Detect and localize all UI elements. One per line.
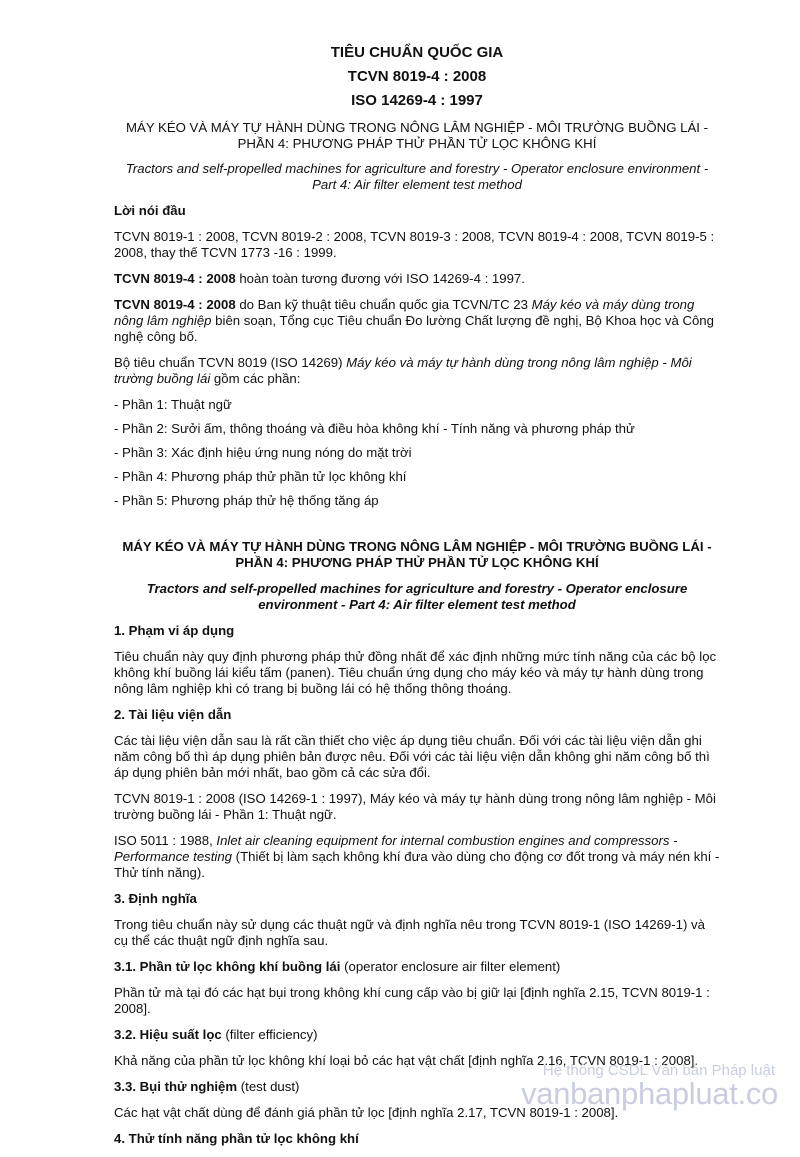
doc-code-iso: ISO 14269-4 : 1997 [351,92,483,109]
term-english: (test dust) [237,1079,300,1094]
foreword-paragraph-3 [114,297,720,345]
watermark-site-text: vanbanphapluat.co [521,1076,778,1111]
definition-3-1-term [114,959,720,975]
paragraph-text: ISO 5011 : 1988, [114,833,217,848]
document-page [114,44,720,1157]
reference-title: Inlet air cleaning equipment for internal combustion engines and compressors - Performance testing [114,833,678,864]
paragraph-text: Bộ tiêu chuẩn TCVN 8019 (ISO 14269) [114,355,347,370]
section-2-paragraph-2: TCVN 8019-1 : 2008 (ISO 14269-1 : 1997), Máy kéo và máy tự hành dùng trong nông lâm nghiệp - Môi trường buồng lái - Phần 1: Thuật ngữ. [114,791,716,822]
committee-name: Máy kéo và máy dùng trong nông lâm nghiệp [114,297,695,328]
definition-3-2-text: Khả năng của phần tử lọc không khí loại bỏ các hạt vật chất [định nghĩa 2.16, TCVN 8019-1 : 2008]. [114,1053,699,1068]
paragraph-text: do Ban kỹ thuật tiêu chuẩn quốc gia TCVN/TC 23 [235,297,532,312]
series-title: Máy kéo và máy tự hành dùng trong nông lâm nghiệp - Môi trường buồng lái [114,355,692,386]
definition-3-2-term [114,1027,720,1043]
section-4-heading: 4. Thử tính năng phần tử lọc không khí [114,1131,359,1146]
term-english: (filter efficiency) [221,1027,318,1042]
paragraph-text: biên soạn, Tổng cục Tiêu chuẩn Đo lường Chất lượng đề nghị, Bộ Khoa học và Công nghệ công bố. [114,313,714,344]
section-2-heading: 2. Tài liệu viện dẫn [114,707,232,722]
section-1-heading: 1. Phạm vi áp dụng [114,623,235,638]
term-name: 3.2. Hiệu suất lọc [114,1027,222,1042]
term-name: 3.3. Bụi thử nghiệm [114,1079,238,1094]
term-name: 3.1. Phần tử lọc không khí buồng lái [114,959,341,974]
foreword-heading: Lời nói đầu [114,203,186,218]
list-item: - Phần 1: Thuật ngữ [114,397,232,412]
watermark-system-text: Hệ thống CSDL Văn bản Pháp luật [542,1062,775,1079]
code-bold: TCVN 8019-4 : 2008 [114,297,236,312]
list-item: - Phần 2: Sưởi ấm, thông thoáng và điều hòa không khí - Tính năng và phương pháp thử [114,421,635,436]
doc-heading-national-standard: TIÊU CHUẨN QUỐC GIA [330,44,504,61]
doc-title-vn: MÁY KÉO VÀ MÁY TỰ HÀNH DÙNG TRONG NÔNG LÂM NGHIỆP - MÔI TRƯỜNG BUỒNG LÁI - PHẦN 4: PHƯƠNG PHÁP THỬ PHẦN TỬ LỌC KHÔNG KHÍ [126,120,708,151]
section-2-paragraph-3 [114,833,720,881]
paragraph-text: hoàn toàn tương đương với ISO 14269-4 : 1997. [235,271,525,286]
foreword-paragraph-2 [114,271,720,287]
section-2-paragraph-1: Các tài liệu viện dẫn sau là rất cần thiết cho việc áp dụng tiêu chuẩn. Đối với các tài liệu viện dẫn ghi năm công bố thì áp dụng phiên bản được nêu. Đối với các tài liệu viện dẫn không ghi năm công bố thì áp dụng phiên bản mới nhất, bao gồm cả các sửa đổi. [114,733,710,780]
standard-title-en: Tractors and self-propelled machines for agriculture and forestry - Operator enclosure environment - Part 4: Air filter element test method [146,581,688,612]
foreword-paragraph-4 [114,355,720,387]
section-3-heading: 3. Định nghĩa [114,891,197,906]
foreword-paragraph-1: TCVN 8019-1 : 2008, TCVN 8019-2 : 2008, TCVN 8019-3 : 2008, TCVN 8019-4 : 2008, TCVN 8019-5 : 2008, thay thế TCVN 1773 -16 : 1999. [114,229,715,260]
list-item: - Phần 4: Phương pháp thử phần tử lọc không khí [114,469,407,484]
standard-title: MÁY KÉO VÀ MÁY TỰ HÀNH DÙNG TRONG NÔNG LÂM NGHIỆP - MÔI TRƯỜNG BUỒNG LÁI - PHẦN 4: PHƯƠNG PHÁP THỬ PHẦN TỬ LỌC KHÔNG KHÍ [122,539,712,570]
doc-title-en: Tractors and self-propelled machines for agriculture and forestry - Operator enclosure environment - Part 4: Air filter element test method [125,161,709,192]
list-item: - Phần 5: Phương pháp thử hệ thống tăng áp [114,493,379,508]
term-english: (operator enclosure air filter element) [340,959,561,974]
section-1-paragraph: Tiêu chuẩn này quy định phương pháp thử đồng nhất để xác định những mức tính năng của các bộ lọc không khí buồng lái kiểu tấm (panen). Tiêu chuẩn ứng dụng cho máy kéo và máy tự hành dùng trong nông lâm nghiệp khi có trang bị buồng lái có hệ thống thông thoáng. [114,649,717,696]
definition-3-3-text: Các hạt vật chất dùng để đánh giá phần tử lọc [định nghĩa 2.17, TCVN 8019-1 : 2008]. [114,1105,619,1120]
doc-code-tcvn: TCVN 8019-4 : 2008 [347,68,487,85]
paragraph-text: gồm các phần: [210,371,301,386]
paragraph-text: (Thiết bị làm sạch không khí đưa vào dùng cho động cơ đốt trong và máy nén khí - Thử tính năng). [114,849,720,880]
section-3-paragraph: Trong tiêu chuẩn này sử dụng các thuật ngữ và định nghĩa nêu trong TCVN 8019-1 (ISO 14269-1) và cụ thể các thuật ngữ định nghĩa sau. [114,917,705,948]
code-bold: TCVN 8019-4 : 2008 [114,271,236,286]
definition-3-1-text: Phần tử mà tại đó các hạt bụi trong không khí cung cấp vào bị giữ lại [định nghĩa 2.15, TCVN 8019-1 : 2008]. [114,985,710,1016]
list-item: - Phần 3: Xác định hiệu ứng nung nóng do mặt trời [114,445,412,460]
